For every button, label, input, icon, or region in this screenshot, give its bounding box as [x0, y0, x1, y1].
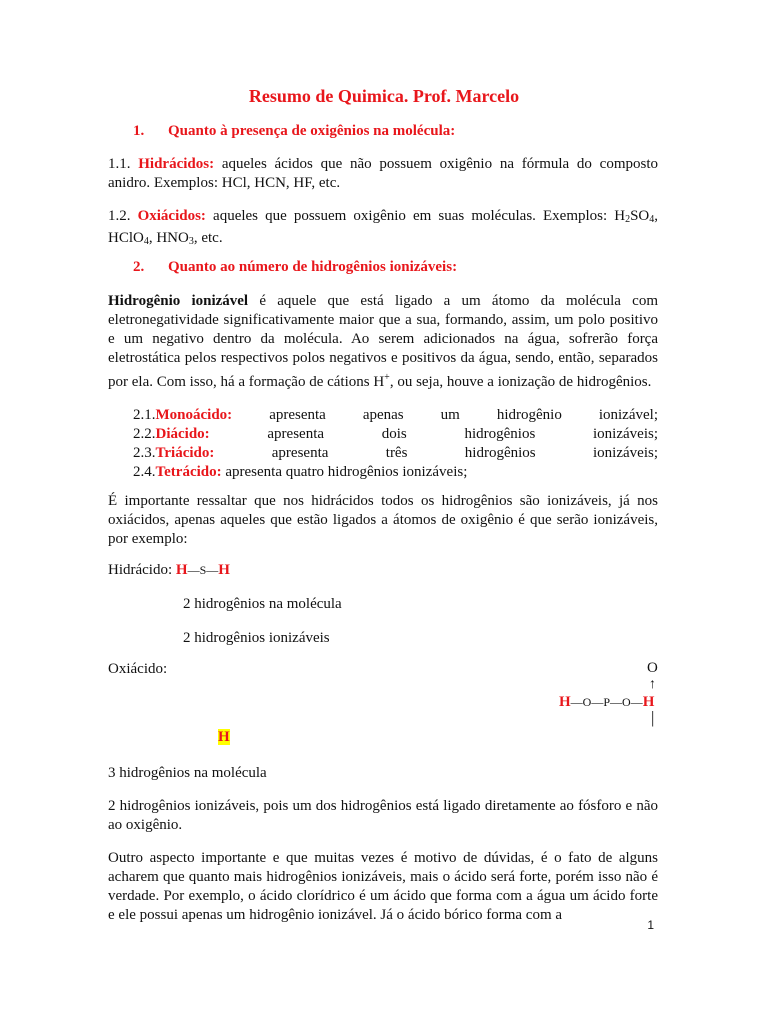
section-1-title: Quanto à presença de oxigênios na molécula: — [168, 123, 456, 139]
classes-list — [133, 406, 658, 482]
section-2-title: Quanto ao número de hidrogênios ionizáveis: — [168, 259, 458, 275]
list-item — [133, 425, 658, 444]
paragraph-hidracidos — [108, 155, 658, 193]
subscript: 2 — [625, 214, 631, 225]
bond: — — [187, 563, 200, 577]
item-number: 2.3. — [133, 445, 156, 461]
item-number: 2.2. — [133, 426, 156, 442]
sulfur-atom: S — [199, 563, 207, 577]
paragraph-ressaltar: É importante ressaltar que nos hidrácidos todos os hidrogênios são ionizáveis, já nos oxiácidos, apenas aqueles que estão ligados a átomos de oxigênio é que serão ionizáveis, por exemplo: — [108, 493, 658, 547]
hidracido-label: Hidrácido: — [108, 562, 173, 578]
term-hidracidos: Hidrácidos: — [138, 156, 215, 172]
term-hidrogenio-ionizavel: Hidrogênio ionizável — [108, 293, 249, 309]
hydrogen-atom: H — [175, 562, 188, 578]
arrow-up-icon: ↑ — [649, 677, 656, 692]
definition-text: é aquele que está ligado a um átomo da molécula com eletronegatividade significativamente maior que a sua, formando, assim, um polo positivo e um negativo dentro da molécula. Ao serem adicionados na água, sofrerão força eletrostática pelos respectivos polos negativos e positivos da água, sendo, então, separados por ela. Com isso, há a formação de cátions H — [108, 293, 658, 390]
hidracido-note-ionizaveis: 2 hidrogênios ionizáveis — [183, 630, 330, 646]
class-term: Triácido: — [155, 445, 215, 461]
class-text: apresenta dois hidrogênios ionizáveis; — [267, 426, 658, 442]
class-term: Monoácido: — [155, 407, 233, 423]
list-item — [133, 444, 658, 463]
paragraph-2-ionizaveis: 2 hidrogênios ionizáveis, pois um dos hidrogênios está ligado diretamente ao fósforo e não ao oxigênio. — [108, 798, 658, 833]
list-item — [133, 463, 658, 482]
term-oxiacidos: Oxiácidos: — [137, 208, 206, 224]
formula-text: , HNO — [148, 230, 189, 246]
section-1-number: 1. — [133, 123, 145, 139]
hydrogen-atom: H — [559, 694, 571, 710]
hydrogen-atom: H — [218, 562, 230, 578]
subscript: 3 — [188, 236, 194, 247]
definition-text: aqueles ácidos que não possuem oxigênio na fórmula do composto anidro. Exemplos: HCl, HCN, HF, etc. — [108, 156, 658, 191]
hydrogen-atom-highlighted: H — [218, 729, 230, 745]
vertical-bond: | — [651, 708, 655, 727]
definition-text: , ou seja, houve a ionização de hidrogênios. — [389, 374, 652, 390]
page-number: 1 — [647, 918, 654, 932]
item-number: 2.1. — [133, 407, 156, 423]
paragraph-3-hidrogenios: 3 hidrogênios na molécula — [108, 765, 267, 781]
formula-chain: —O—P—O— — [570, 695, 643, 709]
class-term: Tetrácido: — [155, 464, 222, 480]
list-item — [133, 406, 658, 425]
subscript: 4 — [143, 236, 149, 247]
class-text: apresenta apenas um hidrogênio ionizável; — [269, 407, 658, 423]
paragraph-outro-aspecto: Outro aspecto importante e que muitas vezes é motivo de dúvidas, é o fato de alguns acharem que quanto mais hidrogênios ionizáveis, mais o ácido será forte, porém isso não é verdade. Por exemplo, o ácido clorídrico é um ácido que forma com a água um ácido forte e ele possui apenas um hidrogênio ionizável. Já o ácido bórico forma com a — [108, 850, 658, 923]
hydrogen-atom: H — [642, 694, 655, 710]
oxiacido-label: Oxiácido: — [108, 661, 168, 677]
paragraph-oxiacidos — [108, 207, 658, 251]
hidracido-formula — [108, 561, 658, 580]
class-text: apresenta quatro hidrogênios ionizáveis; — [225, 464, 468, 480]
item-number: 1.1. — [108, 156, 131, 172]
superscript: + — [384, 372, 390, 383]
formula-text: , etc. — [193, 230, 223, 246]
paragraph-hidrogenio-ionizavel — [108, 292, 658, 392]
oxiacido-formula — [559, 694, 654, 711]
formula-text: , — [654, 208, 659, 224]
definition-text: aqueles que possuem oxigênio em suas moléculas. Exemplos: H — [213, 208, 626, 224]
hidracido-note-molecula: 2 hidrogênios na molécula — [183, 596, 342, 612]
class-text: apresenta três hidrogênios ionizáveis; — [271, 445, 658, 461]
item-number: 2.4. — [133, 464, 156, 480]
hydrogen-bottom — [218, 729, 230, 746]
subscript: 4 — [649, 214, 655, 225]
page-title: Resumo de Quimica. Prof. Marcelo — [248, 86, 520, 106]
formula-text: HClO — [108, 230, 144, 246]
bond: — — [206, 563, 219, 577]
oxygen-top: O — [647, 660, 658, 676]
item-number: 1.2. — [108, 208, 131, 224]
section-2-number: 2. — [133, 259, 145, 275]
formula-text: SO — [630, 208, 650, 224]
class-term: Diácido: — [155, 426, 210, 442]
